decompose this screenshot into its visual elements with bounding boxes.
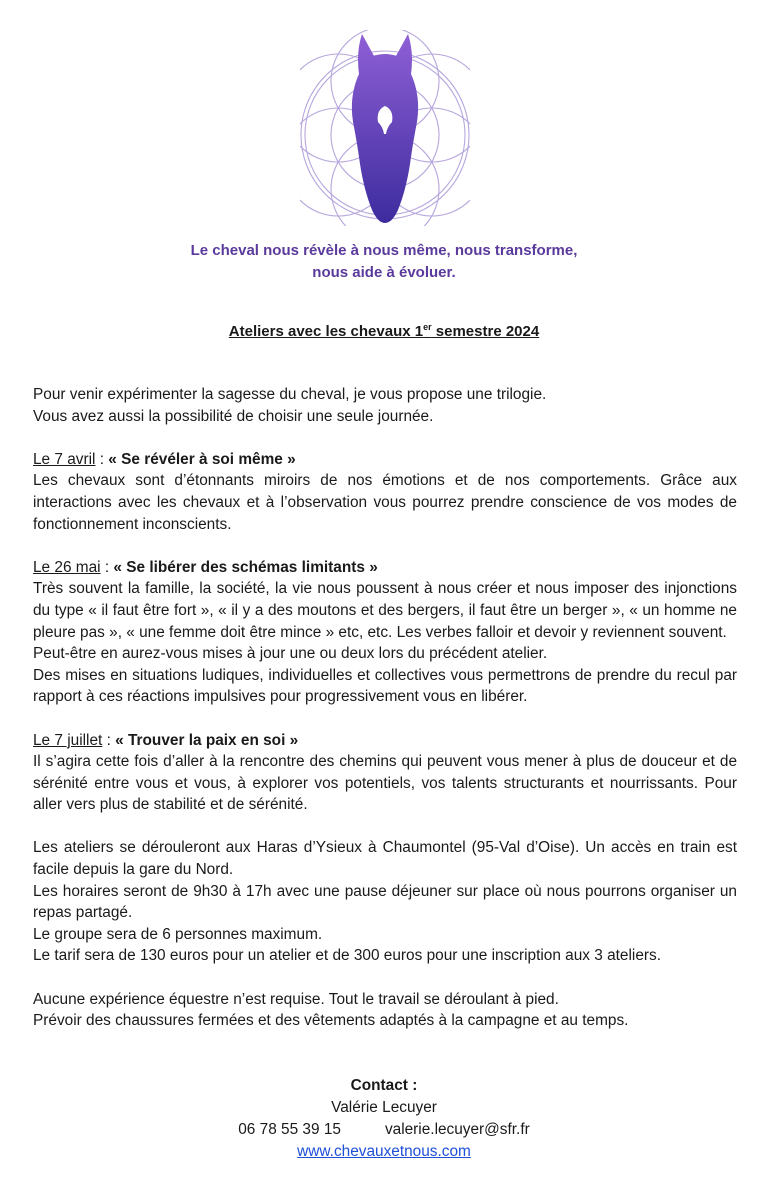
page-title-main: Ateliers avec les chevaux 1 — [228, 323, 424, 340]
workshop-1-separator: : — [95, 450, 109, 468]
tagline-line-1: Le cheval nous révèle à nous même, nous transforme, — [190, 242, 578, 259]
page-title-superscript: er — [423, 322, 432, 332]
contact-block — [0, 1075, 768, 1163]
note-equestrian: Aucune expérience équestre n’est requise. Tout le travail se déroulant à pied. — [33, 990, 559, 1008]
workshop-3-date: Le 7 juillet — [33, 731, 103, 749]
workshop-2-date: Le 26 mai — [33, 558, 101, 576]
workshop-3-separator: : — [102, 731, 116, 749]
workshop-1-description: Les chevaux sont d’étonnants miroirs de nos émotions et de nos comportements. Grâce aux interactions avec les chevaux et à l’observation vous pourrez prendre conscience de vos modes de fonctionnement inconscients. — [33, 472, 737, 533]
note-clothing: Prévoir des chaussures fermées et des vêtements adaptés à la campagne et au temps. — [33, 1012, 629, 1030]
tagline-line-2: nous aide à évoluer. — [312, 264, 456, 281]
contact-phone-email-line — [0, 1119, 768, 1141]
workshop-2-description-1: Très souvent la famille, la société, la vie nous poussent à nous créer et nous imposer des injonctions du type « il faut être fort », « il y a des moutons et des bergers, il faut être un berger », « un homme ne pleure pas », « une femme doit être mince » etc, etc. Les verbes falloir et devoir y reviennent souvent. — [33, 580, 737, 641]
workshop-1-date: Le 7 avril — [33, 450, 96, 468]
practical-hours: Les horaires seront de 9h30 à 17h avec une pause déjeuner sur place où nous pourrons organiser un repas partagé. — [33, 882, 737, 922]
page-title-rest: semestre 2024 — [431, 323, 540, 340]
workshop-2-heading — [33, 557, 737, 579]
horse-logo-icon — [300, 30, 470, 226]
workshop-2-separator: : — [100, 558, 114, 576]
contact-email[interactable]: valerie.lecuyer@sfr.fr — [384, 1121, 530, 1138]
practical-group-size: Le groupe sera de 6 personnes maximum. — [33, 925, 323, 943]
contact-title: Contact : — [350, 1077, 418, 1094]
workshop-3-title: « Trouver la paix en soi » — [115, 731, 299, 749]
workshop-1-title: « Se révéler à soi même » — [108, 450, 296, 468]
website-link[interactable]: www.chevauxetnous.com — [297, 1143, 471, 1160]
workshop-1-heading — [33, 449, 737, 471]
practical-price: Le tarif sera de 130 euros pour un atelier et de 300 euros pour une inscription aux 3 ateliers. — [33, 947, 661, 965]
document-body — [33, 384, 737, 1032]
page-title — [0, 321, 768, 343]
workshop-3-heading — [33, 730, 737, 752]
workshop-2-description-2: Peut-être en aurez-vous mises à jour une ou deux lors du précédent atelier. — [33, 645, 548, 663]
workshop-3-description: Il s’agira cette fois d’aller à la rencontre des chemins qui peuvent vous mener à plus de douceur et de sérénité entre vous et vous, à explorer vos potentiels, vos talents structurants et nourrissants. Pour aller vers plus de stabilité et de sérénité. — [33, 753, 737, 814]
workshop-2-title: « Se libérer des schémas limitants » — [113, 558, 378, 576]
intro-line-1: Pour venir expérimenter la sagesse du cheval, je vous propose une trilogie. — [33, 386, 547, 403]
contact-name: Valérie Lecuyer — [331, 1099, 437, 1116]
contact-phone: 06 78 55 39 15 — [238, 1121, 341, 1138]
workshop-2-description-3: Des mises en situations ludiques, individuelles et collectives vous permettrons de prendre du recul par rapport à ces réactions impulsives pour progressivement vous en libérer. — [33, 666, 737, 706]
intro-line-2: Vous avez aussi la possibilité de choisir une seule journée. — [33, 407, 434, 425]
practical-location: Les ateliers se dérouleront aux Haras d’Ysieux à Chaumontel (95-Val d’Oise). Un accès en train est facile depuis la gare du Nord. — [33, 839, 737, 879]
